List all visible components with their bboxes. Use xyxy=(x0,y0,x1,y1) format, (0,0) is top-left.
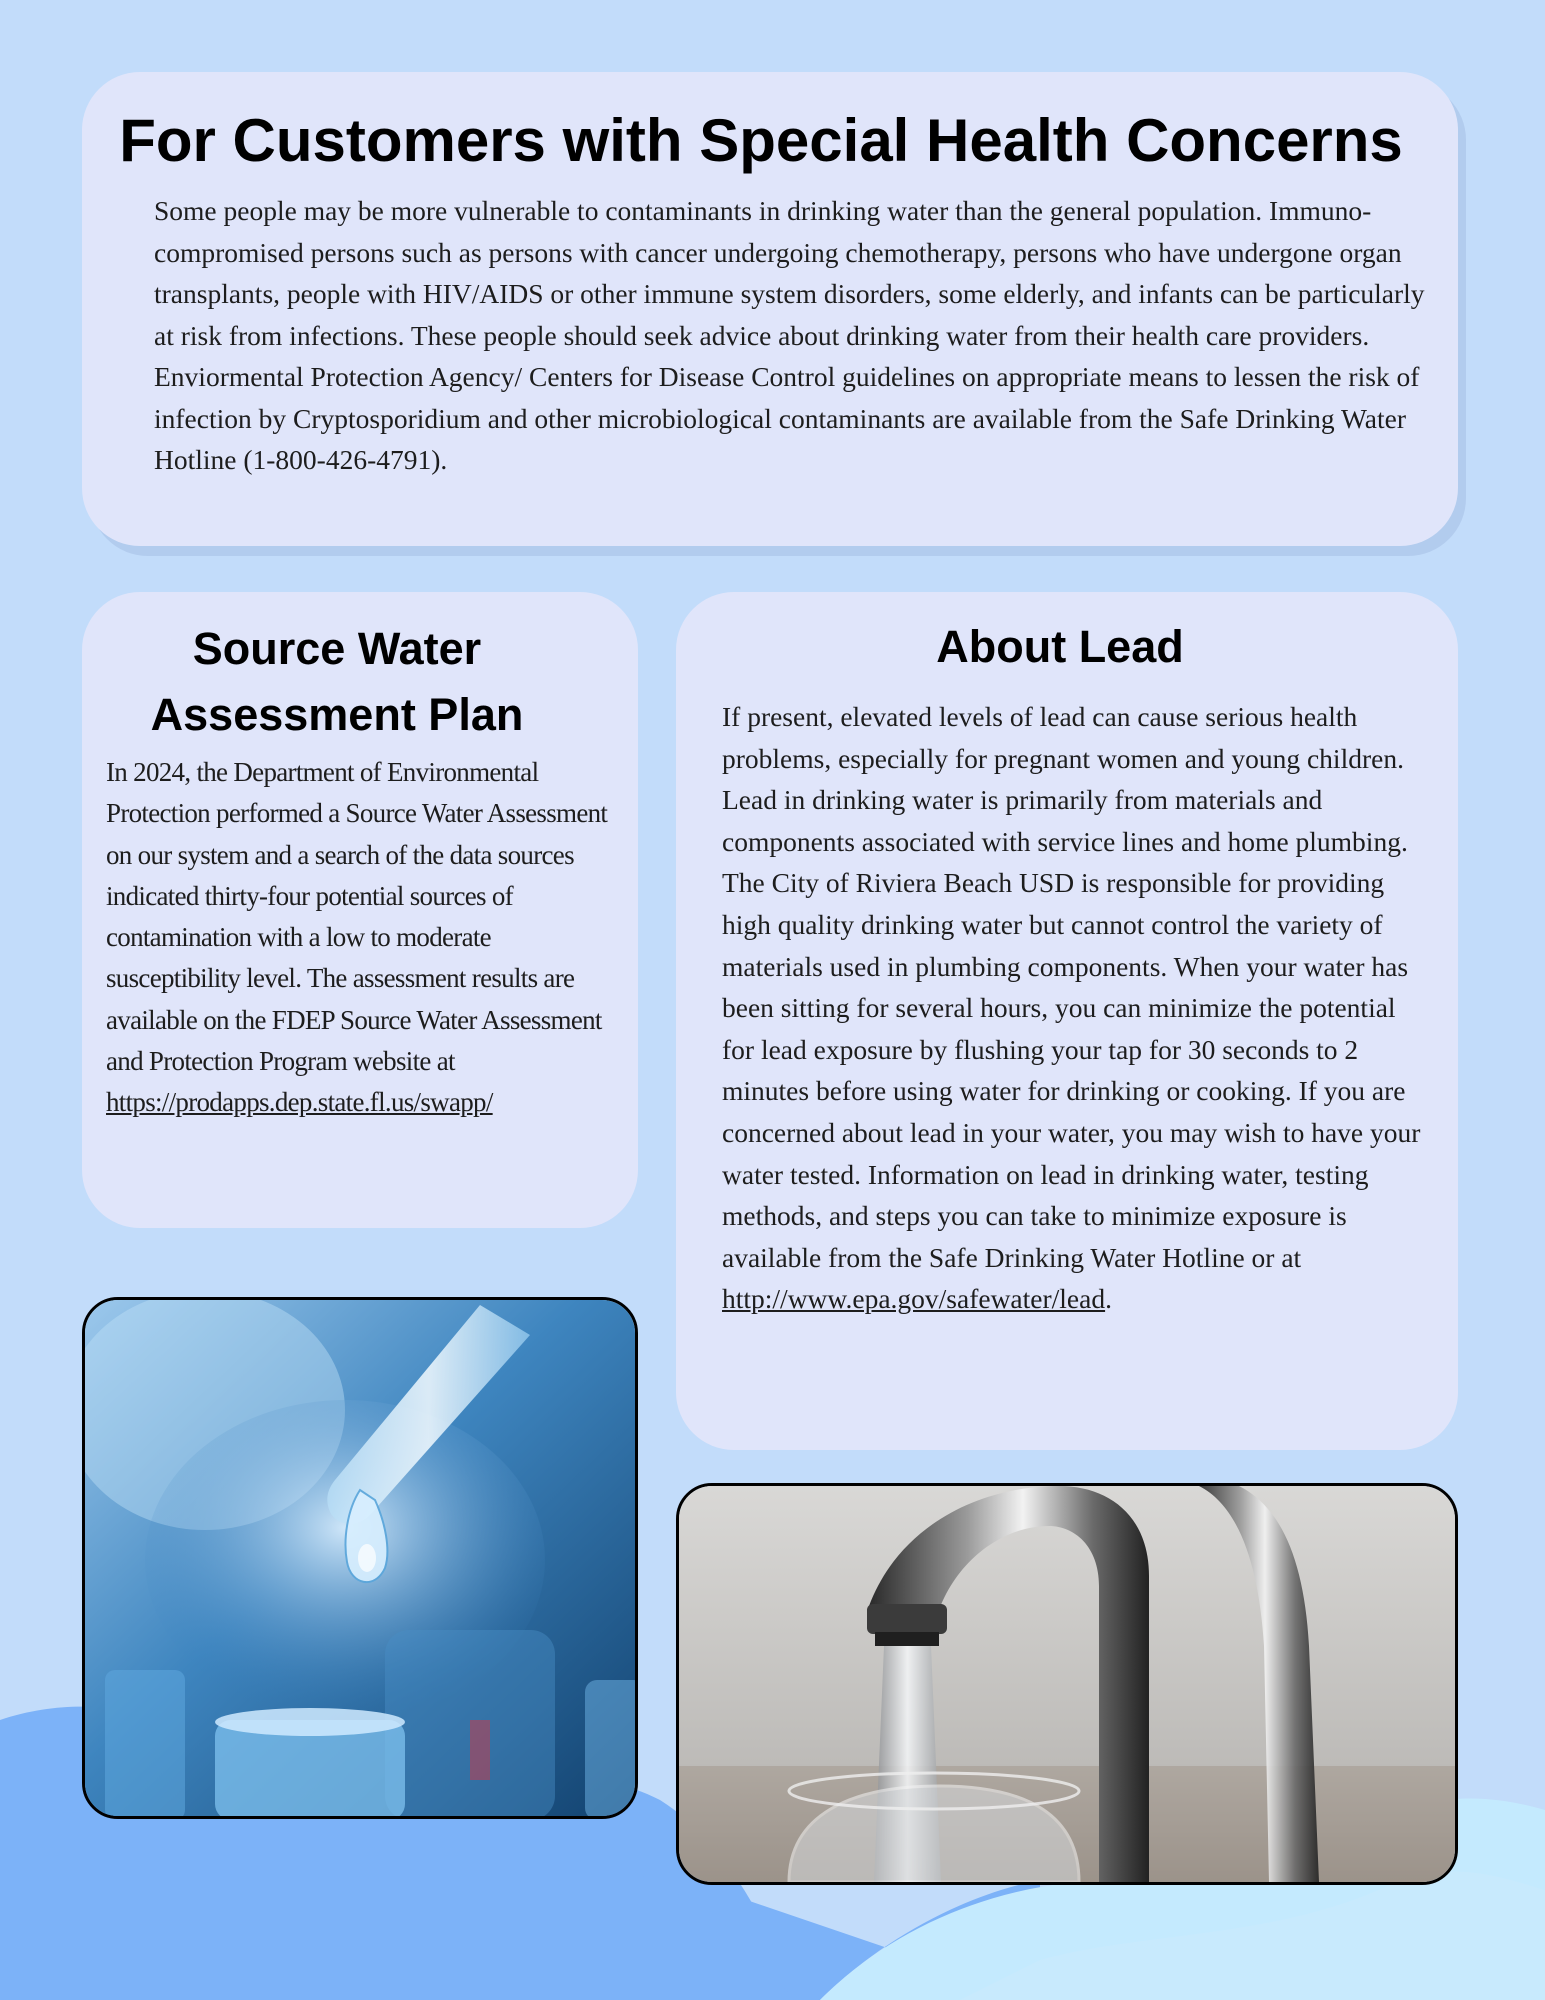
source-water-body xyxy=(106,752,618,1124)
about-lead-text: If present, elevated levels of lead can cause serious health problems, especially for pregnant women and young children. Lead in drinking water is primarily from materials and components associated with service lines and home plumbing. The City of Riviera Beach USD is responsible for providing high quality drinking water but cannot control the variety of materials used in plumbing components. When your water has been sitting for several hours, you can minimize the potential for lead exposure by flushing your tap for 30 seconds to 2 minutes before using water for drinking or cooking. If you are concerned about lead in your water, you may wish to have your water tested. Information on lead in drinking water, testing methods, and steps you can take to minimize exposure is available from the Safe Drinking Water Hotline or at xyxy=(722,701,1421,1273)
about-lead-end: . xyxy=(1105,1283,1112,1315)
about-lead-body xyxy=(722,696,1428,1320)
health-concerns-body: Some people may be more vulnerable to contaminants in drinking water than the general population. Immuno-compromised persons such as persons with cancer undergoing chemotherapy, persons who have undergone organ transplants, people with HIV/AIDS or other immune system disorders, some elderly, and infants can be particularly at risk from infections. These people should seek advice about drinking water from their health care providers. Enviormental Protection Agency/ Centers for Disease Control guidelines on appropriate means to lessen the risk of infection by Cryptosporidium and other microbiological contaminants are available from the Safe Drinking Water Hotline (1-800-426-4791). xyxy=(154,195,1425,475)
about-lead-card xyxy=(676,592,1458,1450)
health-concerns-title: For Customers with Special Health Concerns xyxy=(119,107,1403,174)
faucet-image xyxy=(679,1486,1455,1882)
health-concerns-card xyxy=(82,72,1458,546)
water-dropper-image xyxy=(85,1300,635,1816)
about-lead-title: About Lead xyxy=(936,621,1184,672)
source-water-text: In 2024, the Department of Environmental Protection performed a Source Water Assessment on our system and a search of the data sources indicated thirty-four potential sources of contamination with a low to moderate susceptibility level. The assessment results are available on the FDEP Source Water Assessment and Protection Program website at xyxy=(106,757,608,1077)
source-water-card xyxy=(82,592,638,1228)
swapp-link[interactable]: https://prodapps.dep.state.fl.us/swapp/ xyxy=(106,1087,493,1118)
water-dropper-photo xyxy=(82,1297,638,1819)
faucet-photo xyxy=(676,1483,1458,1885)
source-water-title: Source Water Assessment Plan xyxy=(150,623,524,740)
epa-lead-link[interactable]: http://www.epa.gov/safewater/lead xyxy=(722,1283,1106,1315)
